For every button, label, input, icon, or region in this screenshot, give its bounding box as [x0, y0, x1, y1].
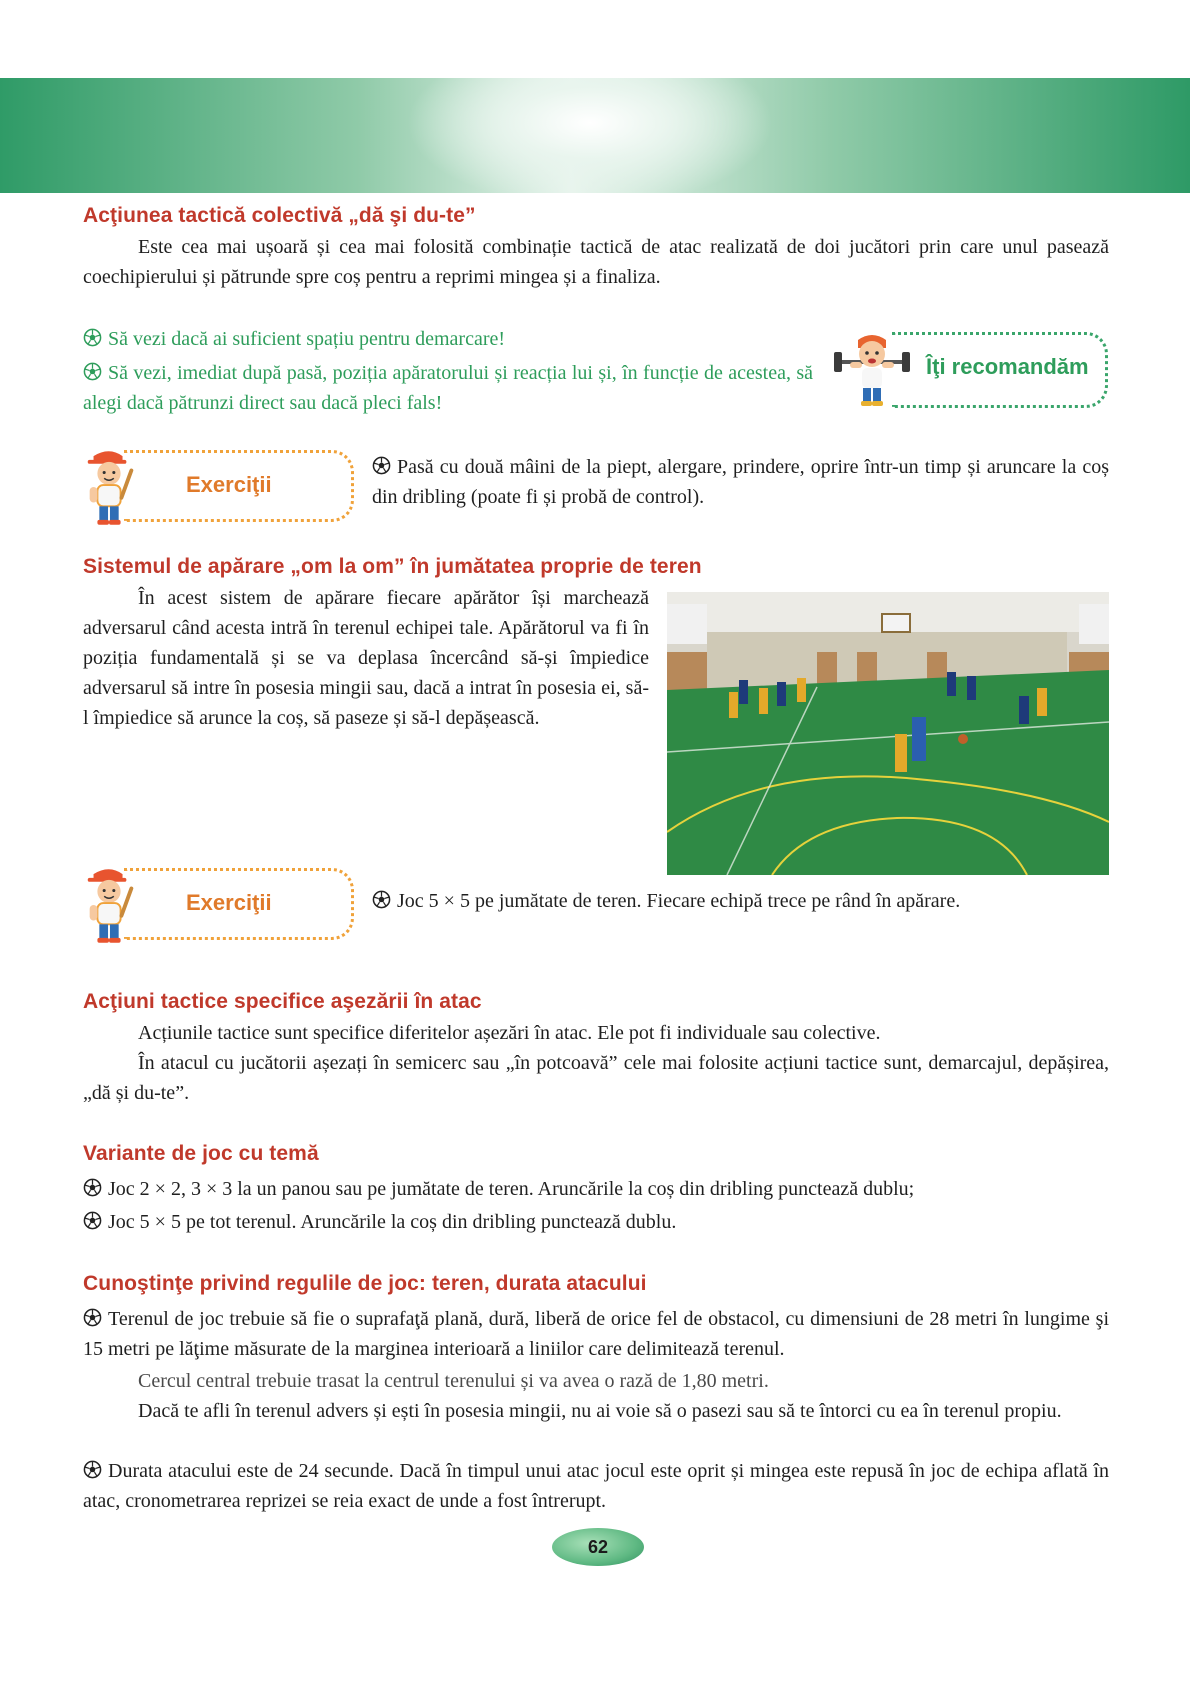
kid-bat-icon [80, 866, 138, 944]
recommend-box [832, 330, 1110, 410]
exercise-label: Exerciţii [186, 472, 272, 497]
variant-item-2: Joc 5 × 5 pe tot terenul. Aruncările la coș din dribling punctează dublu. [83, 1207, 1109, 1237]
section3-p1: Acțiunile tactice sunt specifice diferitelor așezări în atac. Ele pot fi individuale sau colective. [138, 1022, 881, 1044]
exercise-label: Exerciţii [186, 890, 272, 915]
soccer-ball-icon [83, 1308, 102, 1327]
section3-p2: În atacul cu jucătorii așezați în semicerc sau „în potcoavă” cele mai folosite acțiuni tactice sunt, demarcajul, depășirea, „dă și du-te”. [83, 1052, 1109, 1104]
soccer-ball-icon [372, 890, 391, 909]
rules-p3: Dacă te afli în terenul advers și ești în posesia mingii, nu ai voie să o pasezi sau să te întorci cu ea în terenul propiu. [138, 1400, 1062, 1422]
basketball-gym-photo [667, 592, 1109, 875]
soccer-ball-icon [83, 328, 102, 347]
rules-p1: Terenul de joc trebuie să fie o suprafaţă plană, dură, liberă de orice fel de obstacol, cu dimensiuni de 28 metri în lungime şi 15 metri pe lăţime măsurate de la marginea interioară a liniilor care delimitează terenul. [83, 1308, 1109, 1360]
soccer-ball-icon [372, 456, 391, 475]
exercise-text-1: Pasă cu două mâini de la piept, alergare, prindere, oprire într-un timp și aruncare la coș din dribling (poate fi și probă de control). [372, 456, 1109, 508]
recommend-label: Îţi recomandăm [926, 354, 1089, 379]
soccer-ball-icon [83, 1211, 102, 1230]
rules-p4: Durata atacului este de 24 secunde. Dacă în timpul unui atac jocul este oprit și mingea este repusă în joc de echipa aflată în atac, cronometrarea reprizei se reia exact de unde a fost întrerupt. [83, 1460, 1109, 1512]
kid-weightlifter-icon [832, 330, 912, 410]
section1-body: Este cea mai ușoară și cea mai folosită combinație tactică de atac realizată de doi jucători prin care unul pasează coechipierului și pătrunde spre coș pentru a reprimi mingea și a finaliza. [83, 236, 1109, 288]
exercise-box-2 [80, 866, 356, 944]
section-title-variante-joc: Variante de joc cu temă [83, 1142, 319, 1165]
tip-2: Să vezi, imediat după pasă, poziția apăratorului și reacția lui și, în funcție de acestea, să alegi dacă pătrunzi direct sau dacă pleci fals! [83, 362, 813, 414]
section2-body: În acest sistem de apărare fiecare apărător își marchează adversarul când acesta intră în terenul echipei tale. Apărătorul va fi în poziția fundamentală și se va deplasa încercând să-și împiedice adversarul să intre în posesia mingii sau, dacă a intrat în posesia ei, să-l împiedice să arunce la coș, să paseze și să-l depășească. [83, 587, 649, 729]
rules-p2: Cercul central trebuie trasat la centrul terenului și va avea o rază de 1,80 metri. [138, 1370, 769, 1392]
section-title-om-la-om: Sistemul de apărare „om la om” în jumătatea proprie de teren [83, 555, 702, 578]
kid-bat-icon [80, 448, 138, 526]
exercise-box-1 [80, 448, 356, 526]
soccer-ball-icon [83, 1178, 102, 1197]
soccer-ball-icon [83, 362, 102, 381]
page-number: 62 [552, 1528, 644, 1566]
section-title-asezari-atac: Acţiuni tactice specifice aşezării în atac [83, 990, 482, 1013]
tip-1: Să vezi dacă ai suficient spațiu pentru demarcare! [83, 324, 813, 354]
exercise-text-2: Joc 5 × 5 pe jumătate de teren. Fiecare echipă trece pe rând în apărare. [372, 886, 1109, 916]
section-title-reguli-joc: Cunoştinţe privind regulile de joc: teren, durata atacului [83, 1272, 647, 1295]
section-title-da-si-du-te: Acţiunea tactică colectivă „dă şi du-te” [83, 204, 476, 227]
header-banner [0, 78, 1190, 193]
soccer-ball-icon [83, 1460, 102, 1479]
variant-item-1: Joc 2 × 2, 3 × 3 la un panou sau pe jumătate de teren. Aruncările la coș din dribling punctează dublu; [83, 1174, 1109, 1204]
